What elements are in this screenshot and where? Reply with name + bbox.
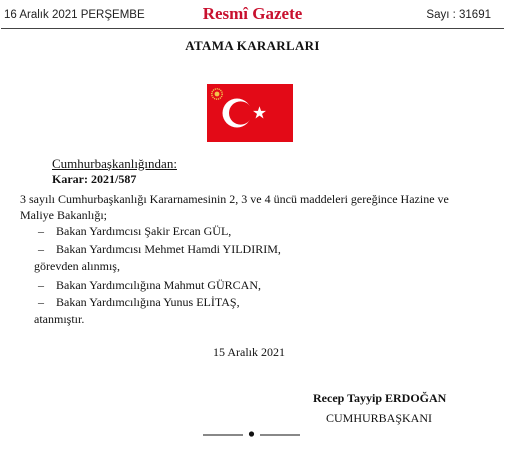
- list-item: [38, 295, 240, 310]
- list-item: [38, 278, 261, 293]
- end-ornament-icon: [203, 427, 300, 441]
- appointed-person: Bakan Yardımcılığına Mahmut GÜRCAN,: [56, 278, 261, 292]
- appointment-status: atanmıştır.: [34, 312, 85, 326]
- dismissed-person: Bakan Yardımcısı Şakir Ercan GÜL,: [56, 224, 232, 238]
- header-divider: [1, 28, 504, 29]
- list-item: [38, 224, 231, 239]
- dash-bullet: –: [38, 278, 44, 292]
- list-item: [38, 242, 281, 257]
- decision-date: 15 Aralık 2021: [213, 345, 285, 359]
- turkish-flag-icon: [207, 84, 293, 142]
- decision-number: Karar: 2021/587: [52, 172, 137, 186]
- dash-bullet: –: [38, 242, 44, 256]
- signer-title: CUMHURBAŞKANI: [326, 411, 433, 425]
- signer-name: Recep Tayyip ERDOĞAN: [313, 391, 447, 405]
- dismissed-person: Bakan Yardımcısı Mehmet Hamdi YILDIRIM,: [56, 242, 281, 256]
- dismissal-status: görevden alınmış,: [34, 259, 120, 273]
- decision-paragraph-line: Maliye Bakanlığı;: [20, 208, 107, 222]
- gazette-date: 16 Aralık 2021 PERŞEMBE: [4, 9, 145, 21]
- dash-bullet: –: [38, 224, 44, 238]
- gazette-title: Resmî Gazete: [202, 4, 303, 23]
- section-title: ATAMA KARARLARI: [185, 38, 320, 53]
- dash-bullet: –: [38, 295, 44, 309]
- issue-number: Sayı : 31691: [426, 9, 491, 21]
- appointed-person: Bakan Yardımcılığına Yunus ELİTAŞ,: [56, 295, 240, 309]
- issuing-institution: Cumhurbaşkanlığından:: [52, 156, 177, 171]
- decision-paragraph-line: 3 sayılı Cumhurbaşkanlığı Kararnamesinin 2, 3 ve 4 üncü maddeleri gereğince Hazine ve: [20, 192, 449, 206]
